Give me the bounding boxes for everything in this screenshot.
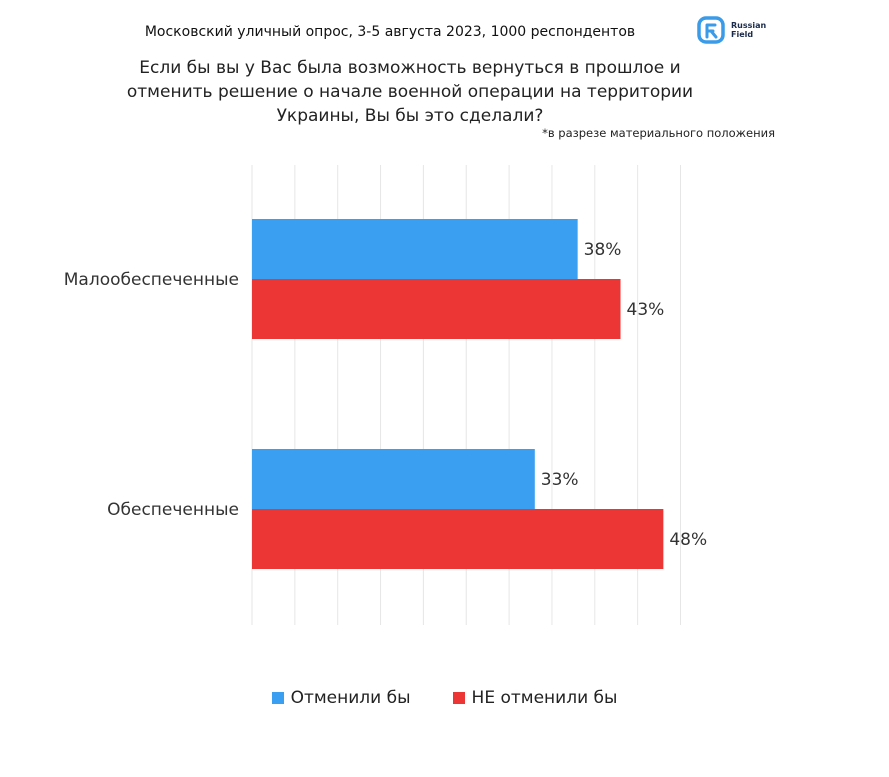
category-labels: [64, 270, 239, 520]
bars: [252, 219, 663, 569]
legend: [0, 688, 889, 708]
legend-label-0: Отменили бы: [290, 688, 411, 708]
legend-item-1: [453, 688, 618, 708]
survey-line: Московский уличный опрос, 3-5 августа 2023, 1000 респондентов: [144, 24, 636, 40]
bar-cancel-0: [252, 219, 578, 279]
legend-label-1: НЕ отменили бы: [471, 688, 618, 708]
bar-not-cancel-1: [252, 509, 663, 569]
bar-cancel-1: [252, 449, 535, 509]
category-label: Обеспеченные: [107, 500, 239, 520]
chart-note: *в разрезе материального положения: [542, 126, 775, 140]
chart-question: Если бы вы у Вас была возможность вернуться в прошлое и отменить решение о начале военной операции на территории Украины, Вы бы это сделали?: [126, 58, 694, 126]
legend-swatch-0: [272, 692, 284, 704]
legend-swatch-1: [453, 692, 465, 704]
data-label: 48%: [669, 530, 708, 550]
category-label: Малообеспеченные: [63, 270, 239, 290]
logo-text-line2: Field: [731, 30, 754, 39]
logo-text-line1: Russian: [731, 21, 767, 30]
data-label: 33%: [540, 470, 579, 490]
legend-item-0: [272, 688, 411, 708]
data-label: 38%: [583, 240, 622, 260]
data-label: 43%: [626, 300, 665, 320]
bar-not-cancel-0: [252, 279, 621, 339]
